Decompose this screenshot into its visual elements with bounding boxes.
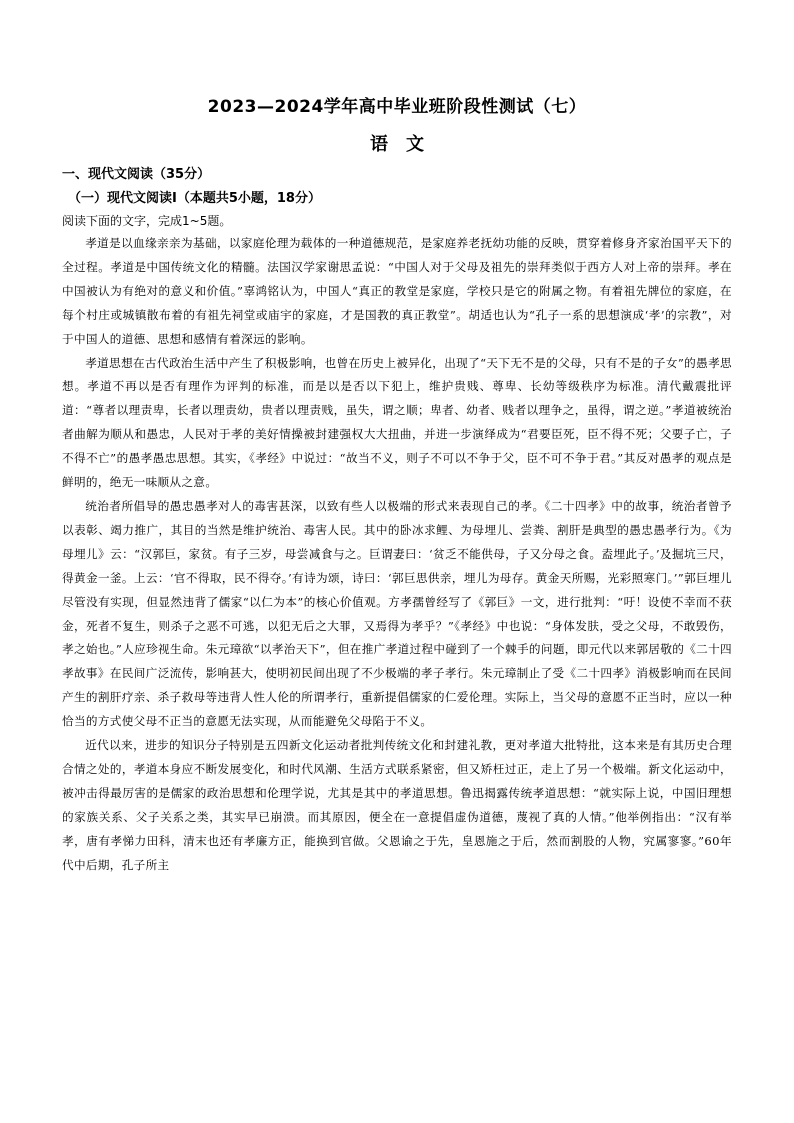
subject-title: 语 文 — [370, 134, 424, 155]
subsection-heading: （一）现代文阅读Ⅰ（本题共5小题，18分） — [68, 191, 321, 206]
passage-paragraph-2: 孝道思想在古代政治生活中产生了积极影响，也曾在历史上被异化，出现了“天下无不是的父母，只有不是的子女”的愚孝思想。孝道不再以是否有理作为评判的标准，而是以是否以下犯上，维护贵贱、尊卑、长幼等级秩序为标准。清代戴震批评道：“尊者以理责卑，长者以理责幼，贵者以理责贱，虽失，谓之顺；卑者、幼者、贱者以理争之，虽得，谓之逆。”孝道被统治者曲解为顺从和愚忠，人民对于孝的美好情操被封建强权大大扭曲，并进一步演绎成为“君要臣死，臣不得不死；父要子亡，子不得不亡”的愚孝愚忠思想。其实，《孝经》中说过：“故当不义，则子不可以不争于父，臣不可不争于君。”其反对愚孝的观点是鲜明的，绝无一味顺从之意。 — [62, 355, 732, 490]
exam-title: 2023—2024学年高中毕业班阶段性测试（七） — [207, 97, 587, 117]
passage-paragraph-1: 孝道是以血缘亲亲为基础，以家庭伦理为载体的一种道德规范，是家庭养老抚幼功能的反映，贯穿着修身齐家治国平天下的全过程。孝道是中国传统文化的精髓。法国汉学家谢思孟说：“中国人对于父母及祖先的崇拜类似于西方人对上帝的崇拜。孝在中国被认为有绝对的意义和价值。”辜鸿铭认为，中国人“真正的教堂是家庭，学校只是它的附属之物。有着祖先牌位的家庭，在每个村庄或城镇散布着的有祖先祠堂或庙宇的家庭，才是国教的真正教堂”。胡适也认为“孔子一系的思想演成‘孝’的宗教”，对于中国人的道德、思想和感情有着深远的影响。 — [62, 236, 732, 346]
passage-paragraph-4: 近代以来，进步的知识分子特别是五四新文化运动者批判传统文化和封建礼教，更对孝道大批特批，这本来是有其历史合理合情之处的，孝道本身应不断发展变化，和时代风潮、生活方式联系紧密，但又矫枉过正，走上了另一个极端。新文化运动中，被冲击得最厉害的是儒家的政治思想和伦理学说，尤其是其中的孝道思想。鲁迅揭露传统孝道思想：“就实际上说，中国旧理想的家族关系、父子关系之类，其实早已崩溃。而其原因，便全在一意提倡虚伪道德，蔑视了真的人情。”他举例指出：“汉有举孝，唐有孝悌力田科，清末也还有孝廉方正，能换到官做。父恩谕之于先，皇恩施之于后，然而割股的人物，究属寥寥。”60年代中后期，孔子所主 — [62, 738, 732, 872]
passage-paragraph-3: 统治者所倡导的愚忠愚孝对人的毒害甚深，以致有些人以极端的形式来表现自己的孝。《二十四孝》中的故事，统治者曾予以表彰、竭力推广，其目的当然是维护统治、毒害人民。其中的卧冰求鲤、为母埋儿、尝粪、割肝是典型的愚忠愚孝行为。《为母埋儿》云：“汉郭巨，家贫。有子三岁，母尝减食与之。巨谓妻曰：‘贫乏不能供母，子又分母之食。盍埋此子。’及掘坑三尺，得黄金一釜。上云：‘官不得取，民不得夺。’有诗为颂，诗曰：‘郭巨思供亲，埋儿为母存。黄金天所赐，光彩照寒门。’”郭巨埋儿尽管没有实现，但显然违背了儒家“以仁为本”的核心价值观。方孝孺曾经写了《郭巨》一文，进行批判：“吁！设使不幸而不获金，死者不复生，则杀子之恶不可逃，以犯无后之大罪，又焉得为孝乎？”《孝经》中也说：“身体发肤，受之父母，不敢毁伤，孝之始也。”人应珍视生命。朱元璋欲“以孝治天下”，但在推广孝道过程中碰到了一个棘手的问题，即元代以来郭居敬的《二十四孝故事》在民间广泛流传，影响甚大，使明初民间出现了不少极端的孝子孝行。朱元璋制止了受《二十四孝》消极影响而在民间产生的割肝疗亲、杀子救母等违背人性人伦的所谓孝行，重新提倡儒家的仁爱伦理。实际上，当父母的意愿不正当时，应以一种恰当的方式使父母不正当的意愿无法实现，从而能避免父母陷于不义。 — [62, 498, 732, 729]
reading-passage — [62, 232, 732, 877]
section-heading: 一、现代文阅读（35分） — [62, 167, 211, 182]
reading-instruction: 阅读下面的文字，完成1~5题。 — [62, 214, 232, 228]
